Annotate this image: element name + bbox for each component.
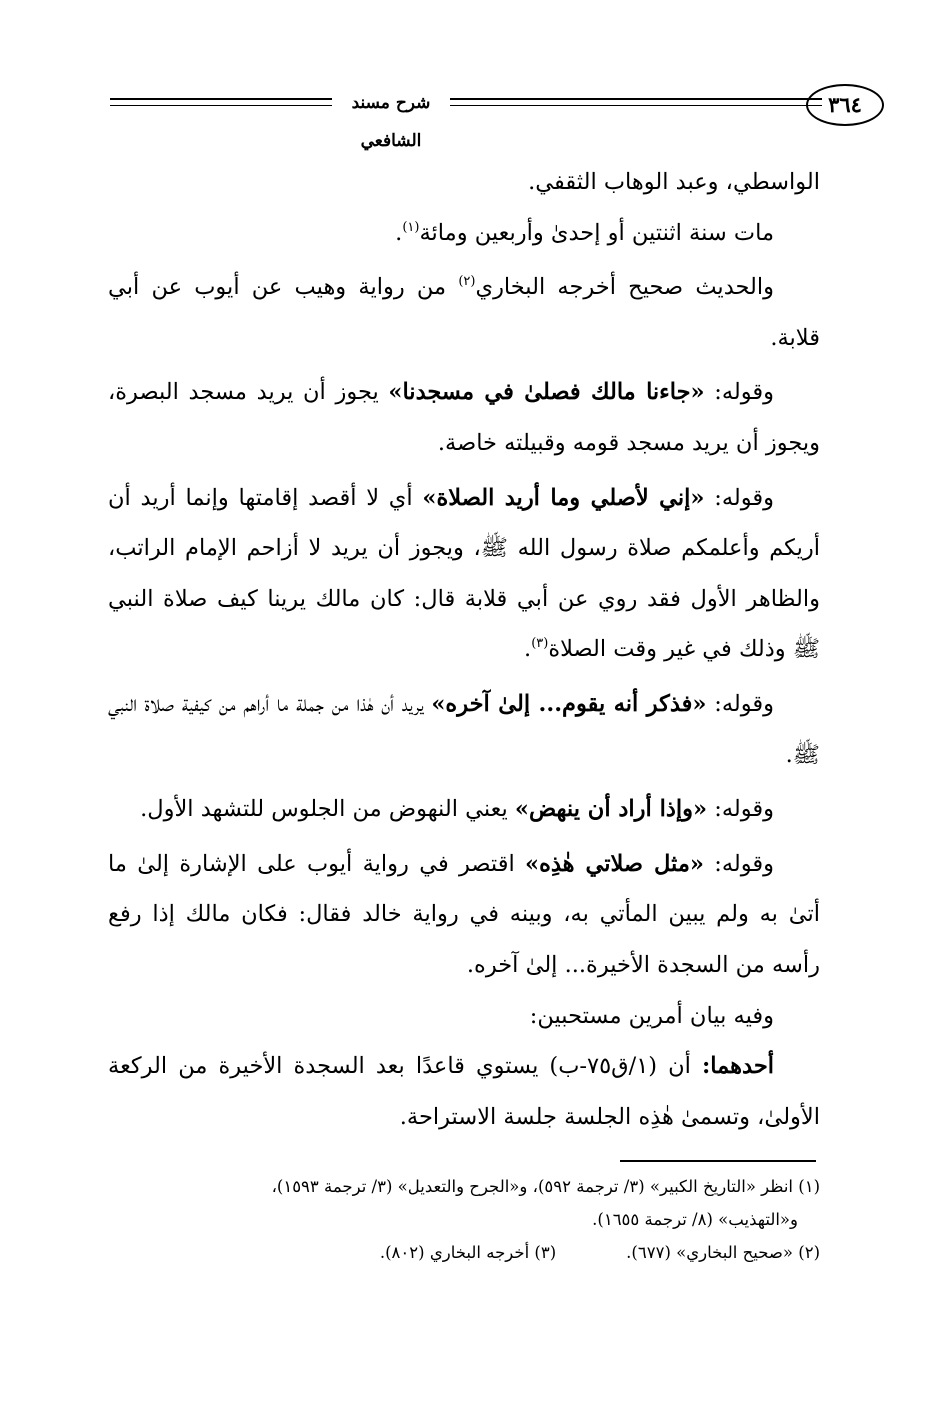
quoted-phrase: «فذكر أنه يقوم... إلىٰ آخره» xyxy=(431,690,707,717)
footnotes xyxy=(108,1170,820,1269)
header-rule-left-segment-bottom xyxy=(112,105,128,106)
paragraph: وقوله: «مثل صلاتي هٰذِه» اقتصر في رواية أيوب على الإشارة إلىٰ ما أتىٰ به ولم يبين المأتي به، وبينه في رواية خالد فقال: فكان مالك إذا رفع رأسه من السجدة الأخيرة... إلىٰ آخره. xyxy=(108,850,820,978)
footnote-separator xyxy=(620,1160,816,1162)
footnote-3: (٣) أخرجه البخاري (٨٠٢). xyxy=(379,1243,557,1262)
footnote-ref: (٣) xyxy=(531,636,549,652)
paragraph: الواسطي، وعبد الوهاب الثقفي. xyxy=(528,169,820,195)
header-rule-left-top xyxy=(110,98,806,100)
paragraph: وقوله: «إني لأصلي وما أريد الصلاة» أي لا أقصد إقامتها وإنما أريد أن أريكم وأعلمكم صلاة رسول الله ﷺ، ويجوز أن يريد لا أزاحم الإمام الراتب، والظاهر الأول فقد روي عن أبي قلابة قال: كان مالك يرينا كيف صلاة النبي ﷺ وذلك في غير وقت الصلاة$^{(٣)}$. xyxy=(108,484,820,663)
footnote-2: (٢) «صحيح البخاري» (٦٧٧). xyxy=(626,1243,820,1262)
paragraph: والحديث صحيح أخرجه البخاري$^{(٢)}$ من رواية وهيب عن أيوب عن أبي قلابة. xyxy=(108,274,820,351)
paragraph: وقوله: «فذكر أنه يقوم... إلىٰ آخره» يريد أن هٰذا من جملة ما أراهم من كيفية صلاة النبي ﷺ. xyxy=(108,690,820,768)
quoted-phrase: «مثل صلاتي هٰذِه» xyxy=(525,850,704,877)
paragraph: وقوله: «جاءنا مالك فصلىٰ في مسجدنا» يجوز أن يريد مسجد البصرة، ويجوز أن يريد مسجد قومه وقبيلته خاصة. xyxy=(108,379,820,456)
page-header xyxy=(110,84,862,151)
paragraph: مات سنة اثنتين أو إحدىٰ وأربعين ومائة$^{(١)}$. xyxy=(395,219,774,246)
header-rule-left-bottom xyxy=(110,105,806,106)
header-rule-left-segment-top xyxy=(112,98,128,100)
quoted-phrase: «وإذا أراد أن ينهض» xyxy=(514,796,708,823)
header-rule-right-segment-bottom xyxy=(780,105,822,106)
footnote-1-continued: و«التهذيب» (٨/ ترجمة ١٦٥٥). xyxy=(592,1210,798,1229)
footnote-ref: (١) xyxy=(402,219,420,235)
main-text xyxy=(108,157,820,1142)
footnote-1: (١) انظر «التاريخ الكبير» (٣/ ترجمة ٥٩٢)، و«الجرح والتعديل» (٣/ ترجمة ١٥٩٣)، xyxy=(271,1177,820,1196)
section-lead: أحدهما: xyxy=(701,1053,774,1080)
paragraph: وفيه بيان أمرين مستحبين: xyxy=(529,1002,774,1029)
quoted-phrase: «جاءنا مالك فصلىٰ في مسجدنا» xyxy=(388,379,705,406)
footnote-row xyxy=(108,1236,820,1269)
paragraph: أحدهما: أن (١/ق٧٥-ب) يستوي قاعدًا بعد السجدة الأخيرة من الركعة الأولىٰ، وتسمىٰ هٰذِه الجلسة جلسة الاستراحة. xyxy=(108,1053,820,1130)
page-number: ٣٦٤ xyxy=(806,84,884,126)
footnote-ref: (٢) xyxy=(458,274,476,290)
running-title: شرح مسند الشافعي xyxy=(332,84,450,160)
header-rule-right-segment-top xyxy=(780,98,822,100)
quoted-phrase: «إني لأصلي وما أريد الصلاة» xyxy=(422,484,705,511)
paragraph: وقوله: «وإذا أراد أن ينهض» يعني النهوض من الجلوس للتشهد الأول. xyxy=(140,796,774,823)
